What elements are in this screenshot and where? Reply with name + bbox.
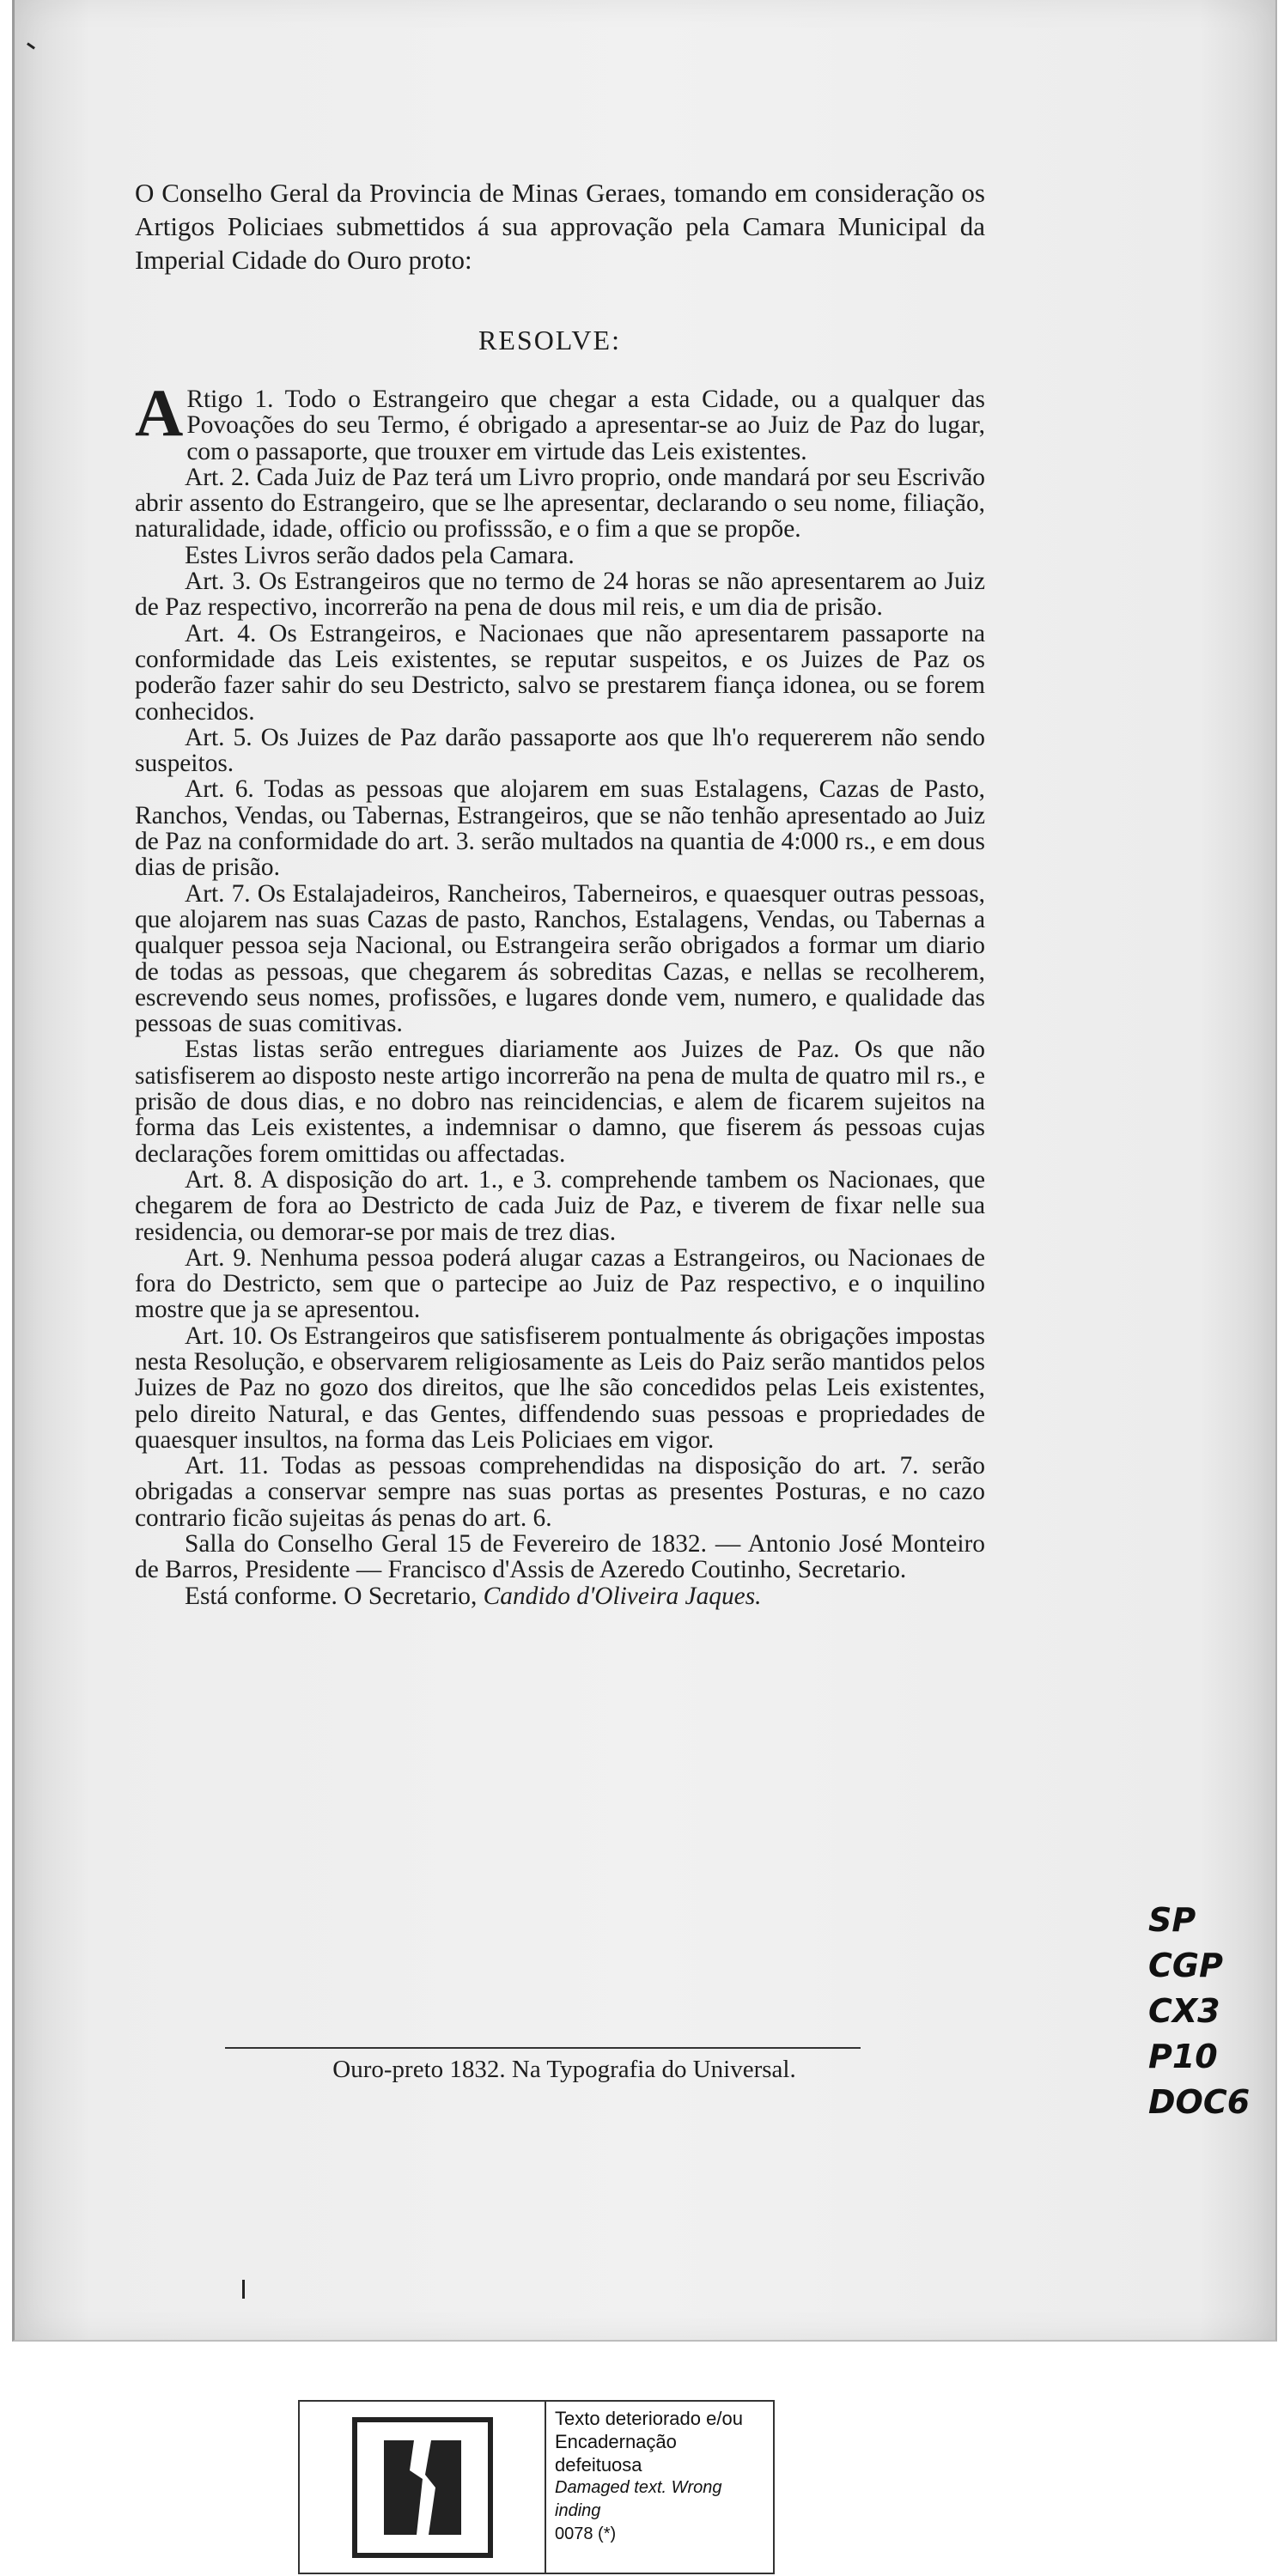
article-1: A Rtigo 1. Todo o Estrangeiro que chegar a esta Cidade, ou a qualquer das Povoações do seu Termo, é obrigado a apresentar-se ao Juiz de Paz do lugar, com o passaporte, que trouxer em virtude das Leis existentes. bbox=[135, 375, 985, 465]
paper-sheet bbox=[12, 0, 1277, 2342]
margin-mark bbox=[242, 2280, 245, 2299]
marginal-note: DOC6 bbox=[1148, 2083, 1251, 2121]
document-body bbox=[135, 375, 985, 1610]
marginal-note: SP bbox=[1148, 1901, 1196, 1939]
marginal-note: CGP bbox=[1148, 1947, 1223, 1984]
article-6: Art. 6. Todas as pessoas que alojarem em suas Estalagens, Cazas de Pasto, Ranchos, Vendas, ou Tabernas, Estrangeiros, que se não tenhão apresentado ao Juiz de Paz na conformidade do art. 3. serão multados na quantia de 4:000 rs., e em dous dias de prisão. bbox=[135, 775, 985, 882]
article-7-lists: Estas listas serão entregues diariamente aos Juizes de Paz. Os que não satisfiserem ao disposto neste artigo incorrerão na pena de multa de quatro mil rs., e prisão de dous dias, e no dobro nas reincidencias, e alem de ficarem sujeitos na forma das Leis existentes, a indemnisar o damno, que fiserem ás pessoas cujas declarações forem omittidas ou affectadas. bbox=[135, 1036, 985, 1168]
stamp-code: 0078 (*) bbox=[555, 2524, 617, 2543]
conforme-line bbox=[135, 1583, 985, 1609]
resolve-heading: RESOLVE: bbox=[478, 325, 621, 355]
stamp-line: Encadernação defeituosa bbox=[555, 2431, 677, 2476]
broken-document-icon bbox=[300, 2402, 546, 2573]
article-3: Art. 3. Os Estrangeiros que no termo de 24 horas se não apresentarem ao Juiz de Paz respectivo, incorrerão na pena de dous mil reis, e um dia de prisão. bbox=[135, 568, 985, 622]
article-5: Art. 5. Os Juizes de Paz darão passaporte aos que lh'o requererem não sendo suspeitos. bbox=[135, 723, 985, 778]
document-header: O Conselho Geral da Provincia de Minas Geraes, tomando em consideração os Artigos Policiaes submettidos á sua approvação pela Camara Municipal da Imperial Cidade do Ouro proto: bbox=[135, 178, 985, 275]
article-4: Art. 4. Os Estrangeiros, e Nacionaes que não apresentarem passaporte na conformidade das Leis existentes, se reputar suspeitos, e os Juizes de Paz os poderão fazer sahir do seu Destricto, salvo se prestarem fiança idonea, ou se forem conhecidos. bbox=[135, 619, 985, 726]
stamp-line: Texto deteriorado e/ou bbox=[555, 2408, 743, 2429]
council-signature-line: Salla do Conselho Geral 15 de Fevereiro de 1832. — Antonio José Monteiro de Barros, Presidente — Francisco d'Assis de Azeredo Coutinho, Secretario. bbox=[135, 1530, 985, 1584]
secretary-signature: Candido d'Oliveira Jaques. bbox=[483, 1582, 762, 1610]
marginal-note: P10 bbox=[1148, 2038, 1218, 2075]
corner-mark bbox=[27, 42, 35, 49]
archive-marginal-notes bbox=[1148, 1898, 1260, 2125]
stamp-line-english: Damaged text. Wrong inding bbox=[555, 2478, 722, 2520]
imprint: Ouro-preto 1832. Na Typografia do Universal. bbox=[332, 2056, 796, 2083]
article-8: Art. 8. A disposição do art. 1., e 3. comprehende tambem os Nacionaes, que chegarem de fora ao Destricto de cada Juiz de Paz, e tiverem de fixar nelle sua residencia, ou demorar-se por mais de trez dias. bbox=[135, 1165, 985, 1246]
article-2-note: Estes Livros serão dados pela Camara. bbox=[185, 541, 575, 569]
article-9: Art. 9. Nenhuma pessoa poderá alugar cazas a Estrangeiros, ou Nacionaes de fora do Destricto, sem que o partecipe ao Juiz de Paz respectivo, e o inquilino mostre que ja se apresentou. bbox=[135, 1243, 985, 1324]
article-7: Art. 7. Os Estalajadeiros, Rancheiros, Taberneiros, e quaesquer outras pessoas, que alojarem nas suas Cazas de pasto, Ranchos, Estalagens, Vendas, ou Tabernas a qualquer pessoa seja Nacional, ou Estrangeira serão obrigados a formar um diario de todas as pessoas, que chegarem ás sobreditas Cazas, e nellas se recolherem, escrevendo seus nomes, profissões, e lugares donde vem, numero, e qualidade das pessoas de suas comitivas. bbox=[135, 879, 985, 1038]
condition-stamp bbox=[298, 2400, 775, 2574]
drop-cap: A bbox=[135, 375, 184, 450]
imprint-rule bbox=[225, 2047, 861, 2049]
article-2: Art. 2. Cada Juiz de Paz terá um Livro proprio, onde mandará por seu Escrivão abrir assento do Estrangeiro, que se lhe apresentar, declarando o seu nome, filiação, naturalidade, idade, officio ou profisssão, e o fim a que se propõe. bbox=[135, 463, 985, 544]
marginal-note: CX3 bbox=[1148, 1992, 1220, 2030]
stamp-text bbox=[546, 2402, 773, 2573]
article-10: Art. 10. Os Estrangeiros que satisfiserem pontualmente ás obrigações impostas nesta Resolução, e observarem religiosamente as Leis do Paiz serão mantidos pelos Juizes de Paz no gozo dos direitos, que lhe são concedidos pelas Leis existentes, pelo direito Natural, e das Gentes, diffendendo suas pessoas e propriedades de quaesquer insultos, na forma das Leis Policiaes em vigor. bbox=[135, 1321, 985, 1454]
conforme-label: Está conforme. O Secretario, bbox=[185, 1582, 478, 1610]
article-11: Art. 11. Todas as pessoas comprehendidas na disposição do art. 7. serão obrigadas a conservar sempre nas suas portas as presentes Posturas, e no cazo contrario ficão sujeitas ás penas do art. 6. bbox=[135, 1452, 985, 1532]
